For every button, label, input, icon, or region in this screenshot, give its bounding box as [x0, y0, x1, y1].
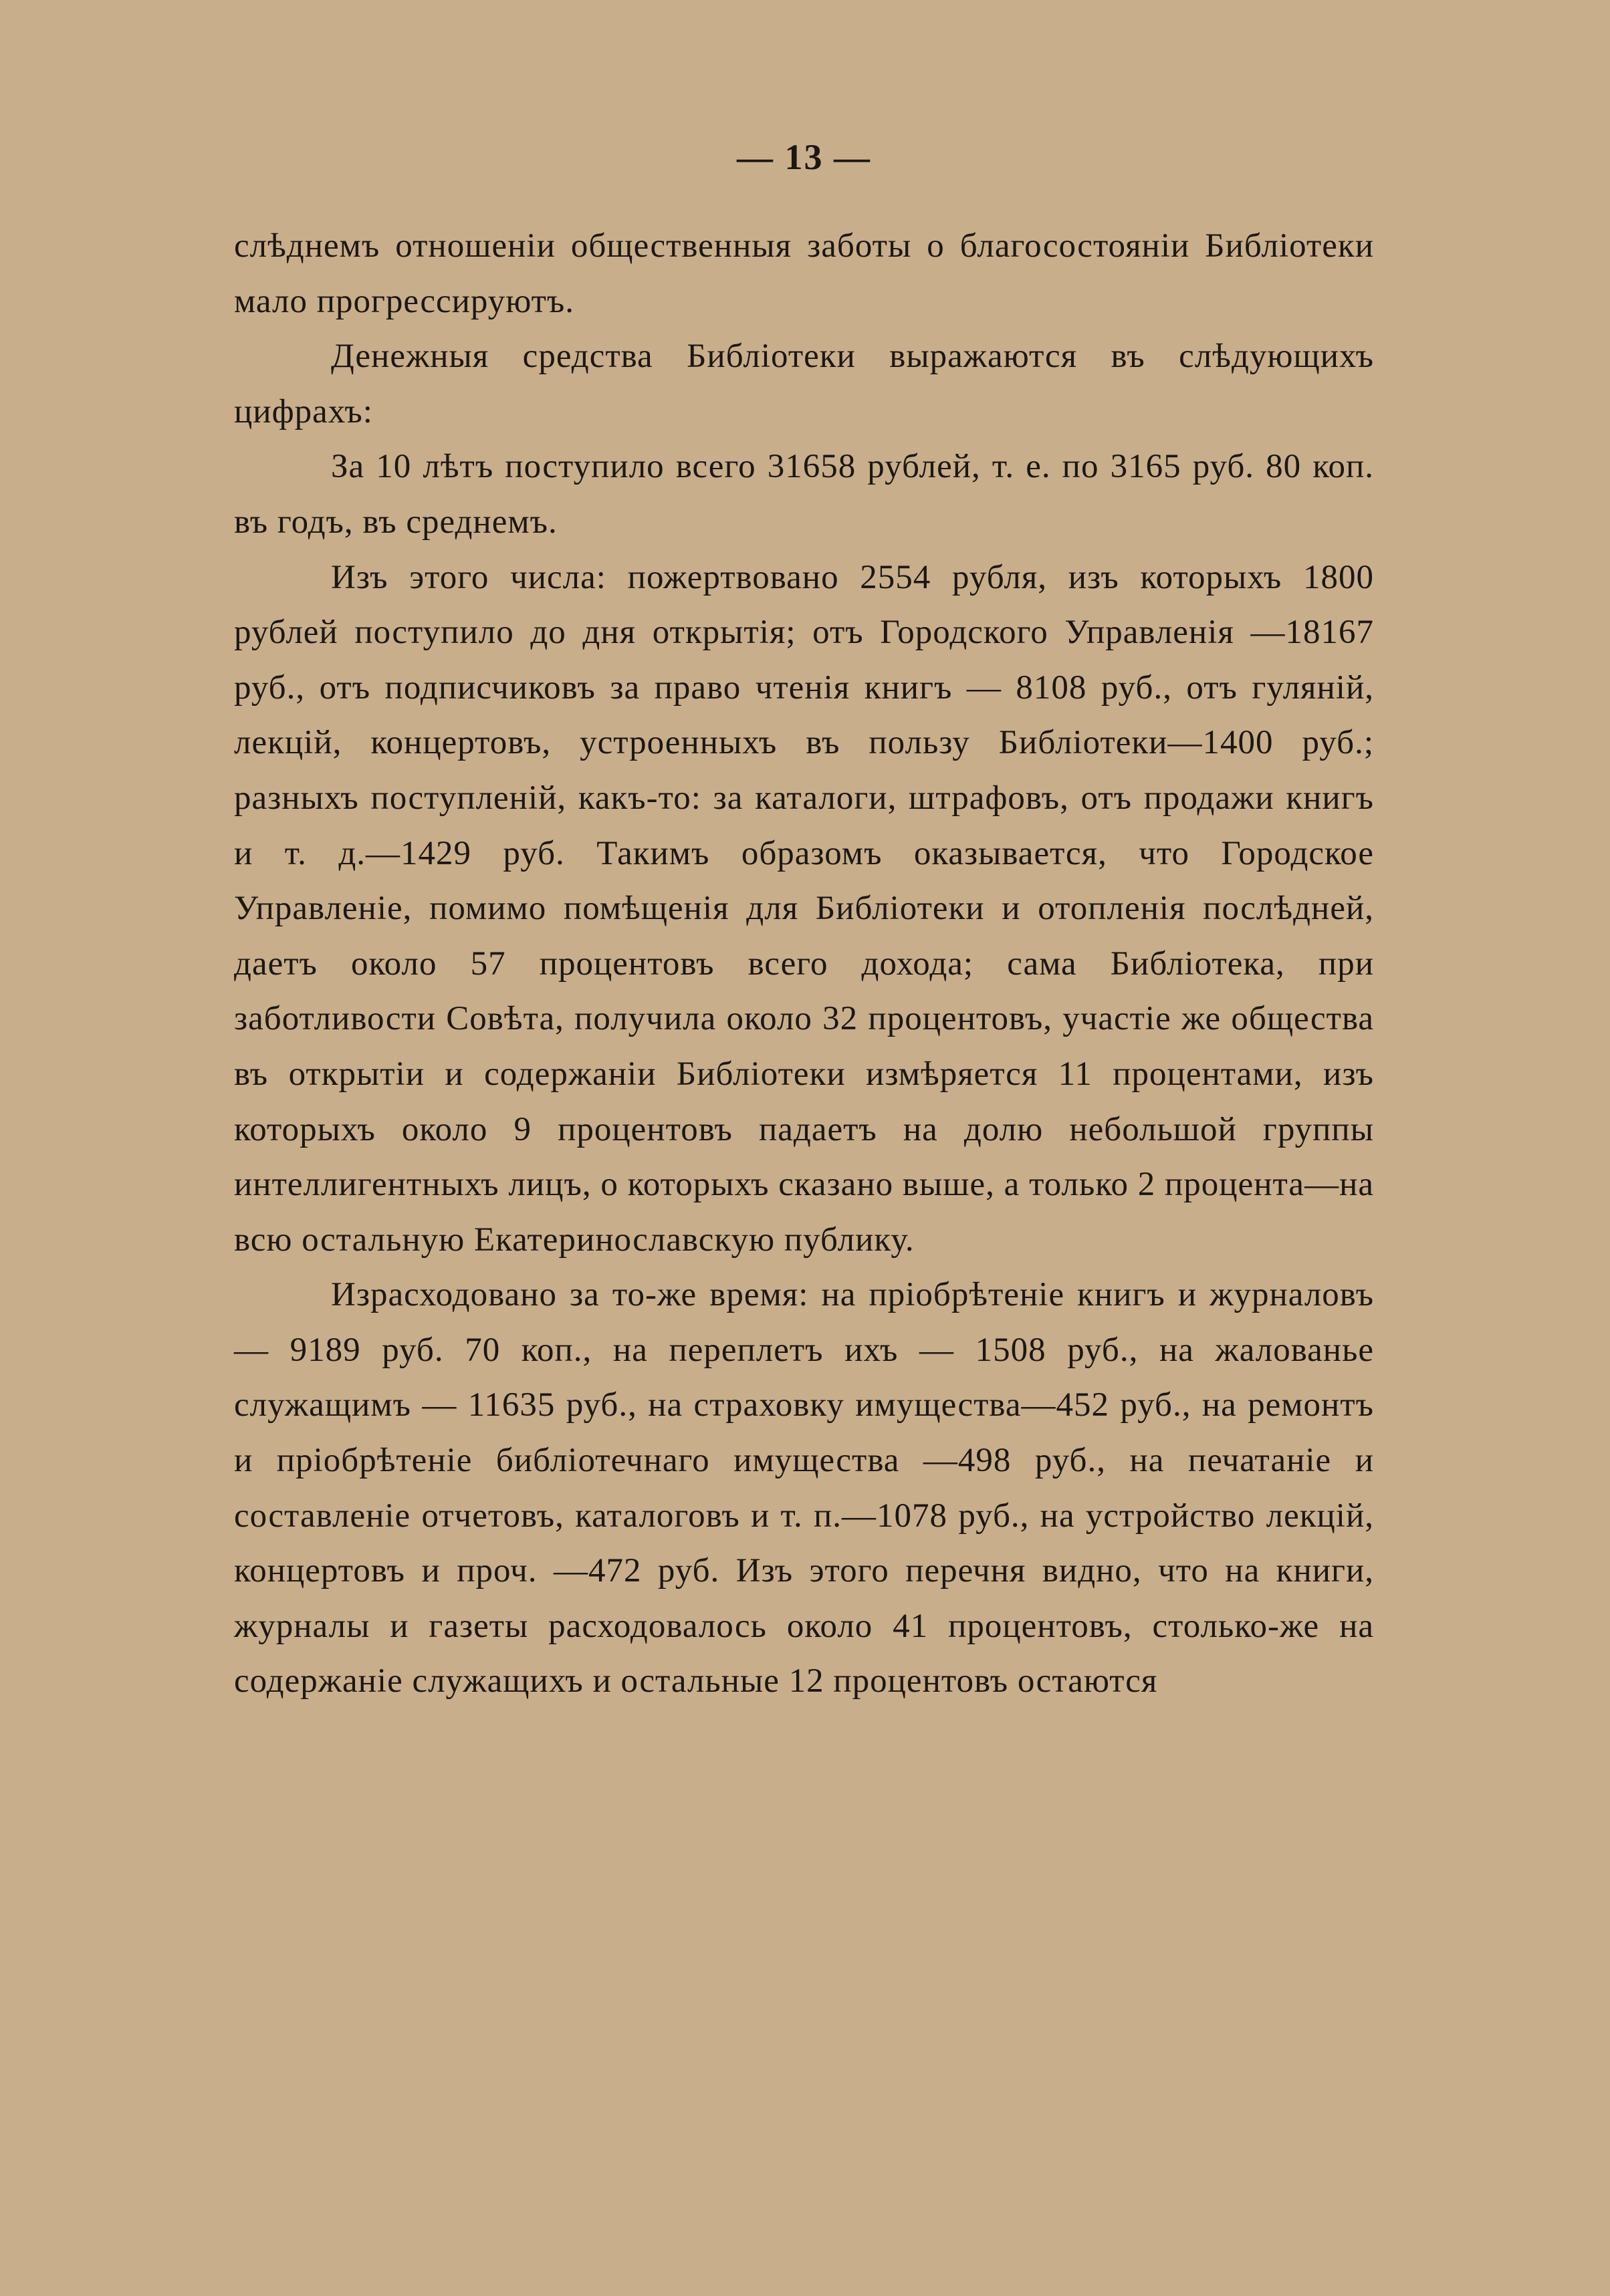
page-number: — 13 — [737, 137, 871, 177]
paragraph-continuation: слѣднемъ отношеніи общественныя заботы о благосостояніи Библіотеки мало прогрессируютъ. [234, 227, 1374, 320]
document-page [234, 130, 1374, 1709]
paragraph-expenses: Израсходовано за то-же время: на пріобрѣтеніе книгъ и журналовъ — 9189 руб. 70 коп., на переплетъ ихъ — 1508 руб., на жалованье служащимъ — 11635 руб., на страховку имущества—452 руб., на ремонтъ и пріобрѣтеніе библіотечнаго имущества —498 руб., на печатаніе и составленіе отчетовъ, каталоговъ и т. п.—1078 руб., на устройство лекцій, концертовъ и проч. —472 руб. Изъ этого перечня видно, что на книги, журналы и газеты расходовалось около 41 процентовъ, столько-же на содержаніе служащихъ и остальные 12 процентовъ остаются [234, 1276, 1374, 1700]
paragraph-income-breakdown: Изъ этого числа: пожертвовано 2554 рубля, изъ которыхъ 1800 рублей поступило до дня открытія; отъ Городского Управленія —18167 руб., отъ подписчиковъ за право чтенія книгъ — 8108 руб., отъ гуляній, лекцій, концертовъ, устроенныхъ въ пользу Библіотеки—1400 руб.; разныхъ поступленій, какъ-то: за каталоги, штрафовъ, отъ продажи книгъ и т. д.—1429 руб. Такимъ образомъ оказывается, что Городское Управленіе, помимо помѣщенія для Библіотеки и отопленія послѣдней, даетъ около 57 процентовъ всего дохода; сама Библіотека, при заботливости Совѣта, получила около 32 процентовъ, участіе же общества въ открытіи и содержаніи Библіотеки измѣряется 11 процентами, изъ которыхъ около 9 процентовъ падаетъ на долю небольшой группы интеллигентныхъ лицъ, о которыхъ сказано выше, а только 2 процента—на всю остальную Екатеринославскую публику. [234, 558, 1374, 1259]
paragraph-funds-intro: Денежныя средства Библіотеки выражаются въ слѣдующихъ цифрахъ: [234, 338, 1374, 430]
paragraph-ten-year-total: За 10 лѣтъ поступило всего 31658 рублей, т. е. по 3165 руб. 80 коп. въ годъ, въ среднемъ. [234, 448, 1374, 541]
